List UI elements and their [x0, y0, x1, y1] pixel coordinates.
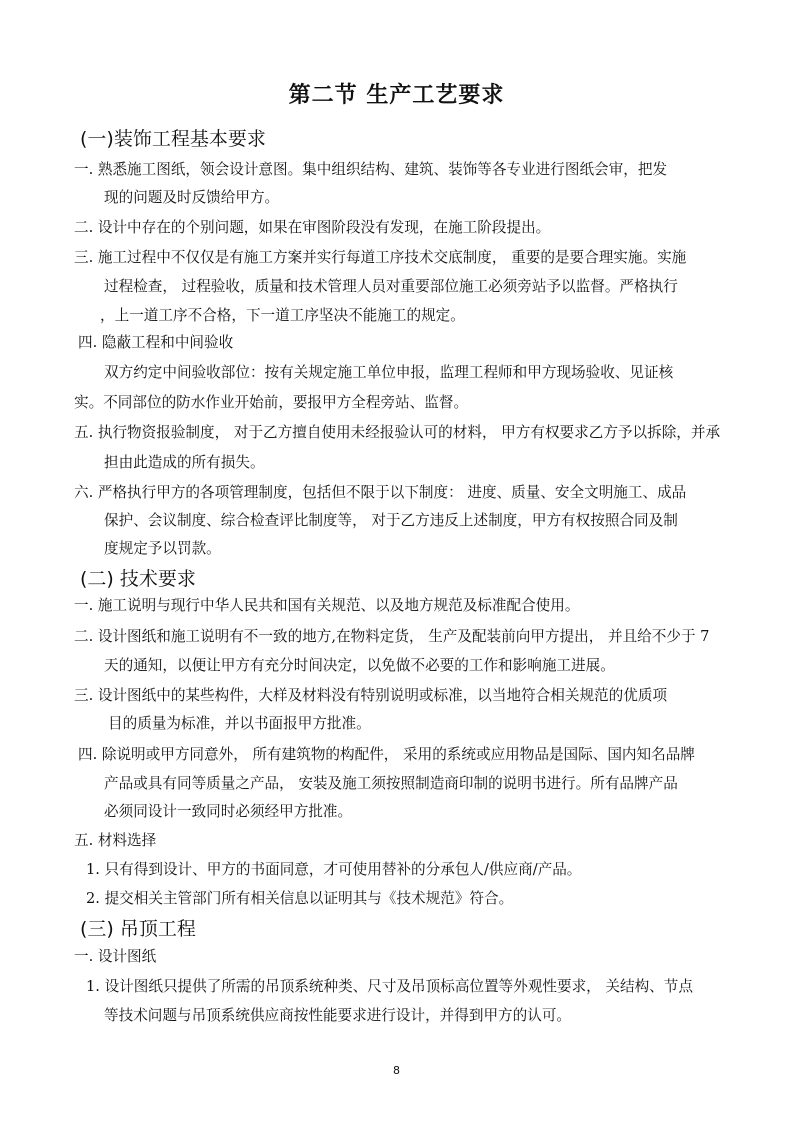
paragraph-line: 双方约定中间验收部位：按有关规定施工单位申报，监理工程师和甲方现场验收、见证核 [104, 364, 674, 381]
page-title: 第二节 生产工艺要求 [288, 83, 505, 108]
section-heading-technical: (二) 技术要求 [80, 568, 196, 590]
paragraph-line: 1. 只有得到设计、甲方的书面同意，才可使用替补的分承包人/供应商/产品。 [86, 861, 582, 878]
paragraph-line: 天的通知，以便让甲方有充分时间决定，以免做不必要的工作和影响施工进展。 [104, 657, 615, 674]
paragraph-line: ，上一道工序不合格，下一道工序坚决不能施工的规定。 [100, 307, 465, 324]
paragraph-line: 一. 熟悉施工图纸，领会设计意图。集中组织结构、建筑、装饰等各专业进行图纸会审，把发 [74, 161, 668, 178]
paragraph-line: 2. 提交相关主管部门所有相关信息以证明其与《技术规范》符合。 [86, 890, 514, 907]
paragraph-line: 五. 材料选择 [74, 832, 157, 849]
paragraph-line: 产品或具有同等质量之产品， 安装及施工须按照制造商印制的说明书进行。所有品牌产品 [104, 775, 678, 792]
paragraph-line: 四. 隐蔽工程和中间验收 [78, 334, 234, 351]
section-heading-decoration-basics: (一)装饰工程基本要求 [80, 128, 266, 150]
section-heading-ceiling: (三) 吊顶工程 [80, 918, 196, 940]
paragraph-line: 三. 施工过程中不仅仅是有施工方案并实行每道工序技术交底制度， 重要的是要合理实施。实施 [74, 249, 687, 266]
paragraph-line: 六. 严格执行甲方的各项管理制度，包括但不限于以下制度： 进度、质量、安全文明施工、成品 [74, 484, 687, 501]
paragraph-line: 四. 除说明或甲方同意外， 所有建筑物的构配件， 采用的系统或应用物品是国际、国内知名品牌 [78, 746, 695, 763]
paragraph-line: 一. 设计图纸 [74, 948, 157, 965]
paragraph-line: 二. 设计图纸和施工说明有不一致的地方,在物料定货， 生产及配装前向甲方提出， 并且给不少于 7 [74, 628, 710, 645]
paragraph-line: 二. 设计中存在的个别问题，如果在审图阶段没有发现，在施工阶段提出。 [74, 219, 551, 236]
paragraph-line: 一. 施工说明与现行中华人民共和国有关规范、以及地方规范及标准配合使用。 [74, 597, 580, 614]
paragraph-line: 保护、会议制度、综合检查评比制度等， 对于乙方违反上述制度，甲方有权按照合同及制 [104, 512, 678, 529]
page-number: 8 [393, 1064, 400, 1077]
paragraph-line: 等技术问题与吊顶系统供应商按性能要求进行设计，并得到甲方的认可。 [104, 1007, 572, 1024]
paragraph-line: 必须同设计一致同时必须经甲方批准。 [104, 803, 353, 820]
paragraph-line: 三. 设计图纸中的某些构件，大样及材料没有特别说明或标准，以当地符合相关规范的优质项 [74, 687, 668, 704]
paragraph-line: 过程检查， 过程验收，质量和技术管理人员对重要部位施工必须旁站予以监督。严格执行 [104, 278, 678, 295]
paragraph-line: 目的质量为标准，并以书面报甲方批准。 [108, 715, 371, 732]
paragraph-line: 实。不同部位的防水作业开始前，要报甲方全程旁站、监督。 [74, 394, 469, 411]
paragraph-line: 现的问题及时反馈给甲方。 [104, 189, 280, 206]
paragraph-line: 担由此造成的所有损失。 [104, 454, 265, 471]
paragraph-line: 五. 执行物资报验制度， 对于乙方擅自使用未经报验认可的材料， 甲方有权要求乙方予以拆除，并承 [74, 424, 721, 441]
paragraph-line: 度规定予以罚款。 [104, 540, 221, 557]
paragraph-line: 1. 设计图纸只提供了所需的吊顶系统种类、尺寸及吊顶标高位置等外观性要求， 关结构、节点 [86, 978, 693, 995]
